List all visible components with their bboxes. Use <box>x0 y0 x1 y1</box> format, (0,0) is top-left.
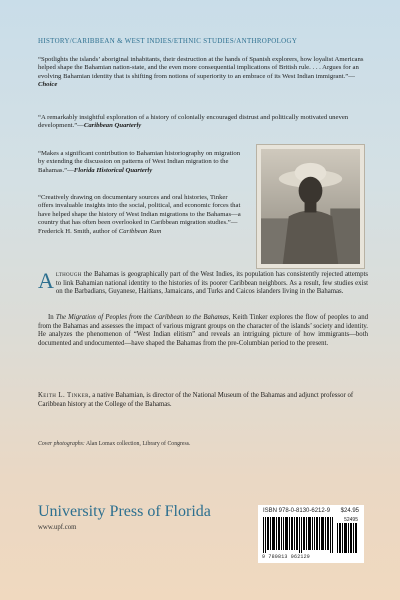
cover-photograph <box>256 144 365 269</box>
cover-credit-label: Cover photographs: <box>38 441 85 447</box>
quote-text: “Creatively drawing on documentary sources and oral histories, Tinker offers invaluable insights into the social, political, and economic forces that have helped shape the history of West Indian migrations to the Bahamas—a country that has often been overlooked in Caribbean migration studies.”—Frederick H. Smith, author of <box>38 194 241 235</box>
book-title: The Migration of Peoples from the Caribbean to the Bahamas <box>55 314 229 321</box>
drop-cap: A <box>38 268 54 293</box>
barcode <box>258 505 364 563</box>
quote-source: Caribbean Quarterly <box>83 122 142 130</box>
paragraph-text: , Keith Tinker explores the flow of peoples to and from the Bahamas and assesses the impact of various migrant groups on the character of the islands’ society and identity. He analyzes the phenomenon of “West Indian elitism” and reveals an intriguing picture of how immigrants—both documented and undocumented—have shaped the Bahamas from the pre-Columbian period to the present. <box>38 314 368 347</box>
quote-source: Choice <box>38 81 58 89</box>
price-text: $24.95 <box>340 508 359 514</box>
review-quote-caribbean-quarterly <box>38 114 365 131</box>
description-paragraph-1 <box>38 268 368 297</box>
cover-credit-text: Alan Lomax collection, Library of Congress. <box>84 441 191 447</box>
author-bio-text: , a native Bahamian, is director of the National Museum of the Bahamas and adjunct professor of Caribbean history at the College of the Bahamas. <box>38 392 354 408</box>
photo-man-in-hat <box>261 149 360 264</box>
cover-credit <box>38 441 190 447</box>
price-addon-number: 52495 <box>344 517 358 523</box>
review-quote-choice <box>38 56 365 90</box>
quote-text: “Makes a significant contribution to Bahamian historiography on migration by extending the discussion on patterns of West Indian migration to the Bahamas.”— <box>38 150 241 174</box>
review-quote-frederick-smith <box>38 194 243 236</box>
category-line: HISTORY/CARIBBEAN & WEST INDIES/ETHNIC STUDIES/ANTHROPOLOGY <box>38 38 298 45</box>
quote-source: Caribbean Rum <box>118 227 162 235</box>
lead-word: lthough <box>55 271 82 278</box>
paragraph-text: In <box>48 314 56 321</box>
publisher-name: University Press of Florida <box>38 503 211 520</box>
barcode-bars <box>263 517 359 553</box>
publisher-url[interactable]: www.upf.com <box>38 524 77 531</box>
quote-source: Florida Historical Quarterly <box>73 166 153 174</box>
quote-text: “A remarkably insightful exploration of a history of colonially encouraged distrust and politically motivated uneven development.”— <box>38 114 349 130</box>
quote-text: “Spotlights the islands’ aboriginal inhabitants, their destruction at the hands of Spanish explorers, how loyalist Americans helped shape the Bahamian nation-state, and the even more consequential implications of British rule. . . . Argues for an evolving Bahamian identity that is shifting from notions of superiority to an embrace of its West Indian immigrant.”— <box>38 56 364 80</box>
paragraph-text: the Bahamas is geographically part of the West Indies, its population has consistently rejected attempts to link Bahamian national identity to the histories of its poorer Caribbean neighbors. As a result, few studies exist on the Barbadians, Guyanese, Haitians, Jamaicans, and Turks and Caicos islanders living in the Bahamas. <box>55 271 368 296</box>
description-paragraph-2 <box>38 314 368 348</box>
author-name: Keith L. Tinker <box>38 392 89 399</box>
review-quote-florida-historical <box>38 150 243 175</box>
author-bio <box>38 392 368 409</box>
isbn-text: ISBN 978-0-8130-6212-9 <box>263 508 331 514</box>
ean-number: 9 780813 062129 <box>262 554 311 560</box>
